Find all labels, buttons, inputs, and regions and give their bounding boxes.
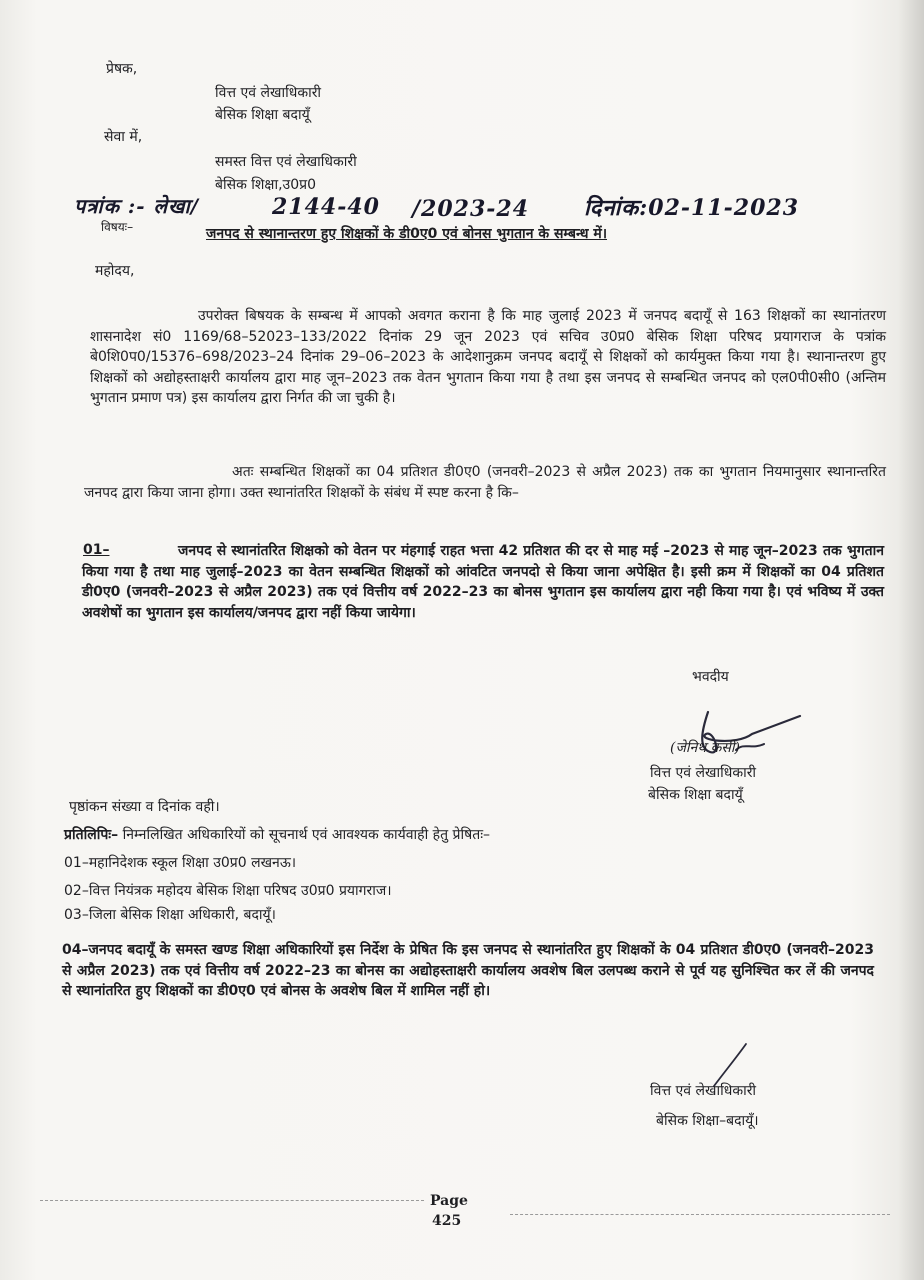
footer-rule-right — [510, 1214, 890, 1215]
subject-text: जनपद से स्थानान्तरण हुए शिक्षकों के डी0ए0 एवं बोनस भुगतान के सम्बन्ध में। — [206, 226, 608, 242]
point-number: 01– — [83, 542, 110, 558]
body-paragraph-2: अतः सम्बन्धित शिक्षकों का 04 प्रतिशत डी0ए0 (जनवरी–2023 से अप्रैल 2023) तक का भुगतान नियमानुसार स्थानान्तरित जनपद द्वारा किया जाना होगा। उक्त स्थानांतरित शिक्षकों के संबंध में स्पष्ट करना है कि– — [84, 464, 886, 501]
copy-item-3: 03–जिला बेसिक शिक्षा अधिकारी, बदायूँ। — [64, 907, 276, 923]
signatory-name: (जेनिथ कसी) — [670, 740, 740, 756]
copy-intro: निम्नलिखित अधिकारियों को सूचनार्थ एवं आवश्यक कार्यवाही हेतु प्रेषितः– — [122, 827, 491, 843]
point-text: जनपद से स्थानांतरित शिक्षको को वेतन पर मंहगाई राहत भत्ता 42 प्रतिशत की दर से माह मई –2023 से माह जून–2023 तक भुगतान किया गया है तथा माह जुलाई–2023 का वेतन सम्बन्धित शिक्षकों को आंवटित जनपदो से किया जाना अपेक्षित है। इसी क्रम में शिक्षकों का 04 प्रतिशत डी0ए0 (जनवरी–2023 से अप्रैल 2023) तक एवं वित्तीय वर्ष 2022–23 का बोनस भुगतान इस कार्यालय द्वारा नही किया गया है। एवं भविष्य में उक्त अवशेषों का भुगतान इस कार्यालय/जनपद द्वारा नहीं किया जायेगा। — [82, 543, 884, 621]
letter-number: 2144-40 — [272, 194, 380, 220]
salutation: महोदय, — [95, 263, 135, 279]
closing: भवदीय — [692, 669, 729, 685]
recipient-label: सेवा में, — [104, 129, 143, 145]
recipient-office: बेसिक शिक्षा,उ0प्र0 — [215, 177, 316, 193]
page-number: 425 — [432, 1213, 462, 1229]
page-label: Page — [430, 1193, 468, 1209]
recipient-title: समस्त वित्त एवं लेखाधिकारी — [215, 154, 357, 170]
copy-item-1: 01–महानिदेशक स्कूल शिक्षा उ0प्र0 लखनऊ। — [64, 855, 297, 871]
copy-item-4: 04–जनपद बदायूँ के समस्त खण्ड शिक्षा अधिकारियों इस निर्देश के प्रेषित कि इस जनपद से स्थानांतरित हुए शिक्षकों के 04 प्रतिशत डी0ए0 (जनवरी–2023 से अप्रैल 2023) तक एवं वित्तीय वर्ष 2022–23 का बोनस का अद्योहस्ताक्षरी कार्यालय अवशेष बिल उलपब्ध कराने से पूर्व यह सुनिश्चित कर लें की जनपद से स्थानांतरित हुए शिक्षकों का डी0ए0 एवं बोनस के अवशेष बिल में शामिल नहीं हो। — [62, 942, 874, 999]
letter-year: /2023-24 — [412, 196, 530, 222]
copy-item-2: 02–वित्त नियंत्रक महोदय बेसिक शिक्षा परिषद उ0प्र0 प्रयागराज। — [64, 883, 392, 899]
copy-label: प्रतिलिपिः– — [64, 827, 119, 843]
signatory-2-office: बेसिक शिक्षा–बदायूँ। — [656, 1113, 759, 1129]
letter-date: दिनांक:02-11-2023 — [584, 195, 800, 221]
endorsement-heading: पृष्ठांकन संख्या व दिनांक वही। — [69, 799, 220, 815]
signatory-title: वित्त एवं लेखाधिकारी — [650, 765, 757, 781]
body-paragraph-1: उपरोक्त बिषयक के सम्बन्ध में आपको अवगत कराना है कि माह जुलाई 2023 में जनपद बदायूँ से 163 शिक्षकों का स्थानांतरण शासनादेश सं0 1169/68–52023–133/2022 दिनांक 29 जून 2023 एवं सचिव उ0प्र0 बेसिक शिक्षा परिषद प्रयागराज के पत्रांक बे0शि0प0/15376–698/2023–24 दिनांक 29–06–2023 के आदेशानुक्रम जनपद बदायूँ से शिक्षकों को कार्यमुक्त किया गया है। स्थानान्तरण हुए शिक्षकों को अद्योहस्ताक्षरी कार्यालय द्वारा माह जून–2023 तक वेतन भुगतान किया गया है तथा इस जनपद से सम्बन्धित जनपद को एल0पी0सी0 (अन्तिम भुगतान प्रमाण पत्र) इस कार्यालय द्वारा निर्गत की जा चुकी है। — [90, 308, 886, 406]
sender-office: बेसिक शिक्षा बदायूँ — [215, 107, 310, 123]
sender-label: प्रेषक, — [106, 61, 138, 77]
sender-title: वित्त एवं लेखाधिकारी — [215, 85, 322, 101]
footer-rule-left — [40, 1200, 424, 1201]
subject-label: विषयः– — [101, 220, 134, 234]
signatory-office: बेसिक शिक्षा बदायूँ — [648, 787, 743, 803]
letter-number-prefix: पत्रांक :- लेखा/ — [74, 194, 199, 218]
page-edge-shadow — [898, 0, 924, 1280]
signatory-2-title: वित्त एवं लेखाधिकारी — [650, 1083, 757, 1099]
